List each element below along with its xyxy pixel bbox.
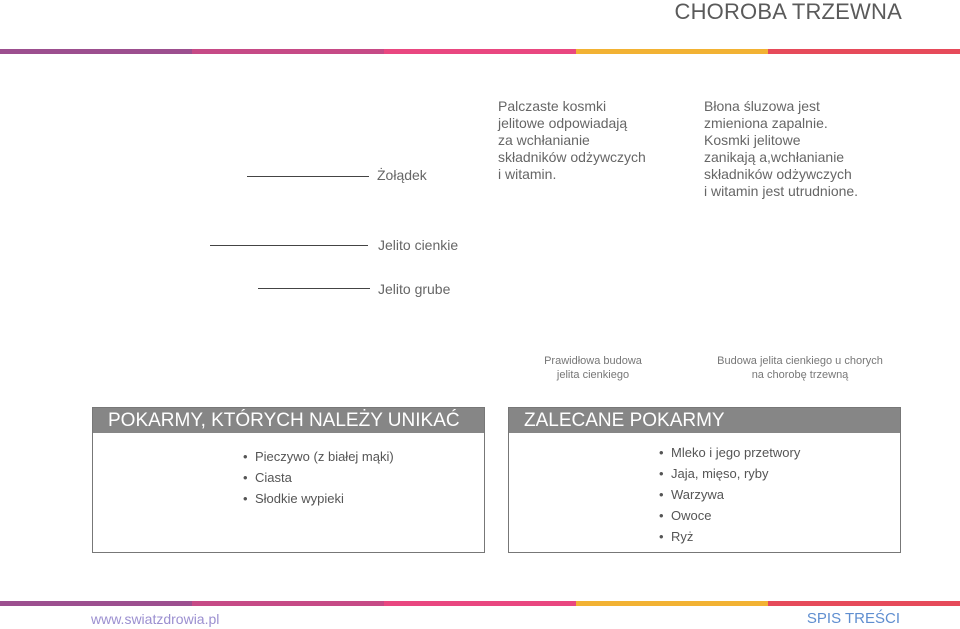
text-line: za wchłanianie bbox=[498, 132, 590, 148]
bullet-icon: • bbox=[659, 529, 664, 544]
list-item-label: Warzywa bbox=[671, 487, 724, 502]
list-item-label: Owoce bbox=[671, 508, 712, 523]
bullet-icon: • bbox=[243, 470, 248, 485]
foods-to-avoid-list bbox=[243, 446, 394, 509]
text-line: i witamin jest utrudnione. bbox=[704, 183, 859, 199]
page-title: CHOROBA TRZEWNA bbox=[674, 0, 902, 24]
stripe-segment bbox=[0, 49, 192, 54]
list-item-label: Pieczywo (z białej mąki) bbox=[255, 449, 394, 464]
text-line: Palczaste kosmki bbox=[498, 98, 607, 114]
stomach-label: Żołądek bbox=[377, 167, 427, 183]
list-item bbox=[243, 488, 394, 509]
stripe-segment bbox=[384, 49, 576, 54]
large-intestine-leader-line bbox=[258, 288, 370, 289]
healthy-structure-caption bbox=[518, 354, 668, 382]
bullet-icon: • bbox=[243, 449, 248, 464]
bullet-icon: • bbox=[659, 508, 664, 523]
stomach-leader-line bbox=[247, 176, 369, 177]
list-item bbox=[659, 526, 800, 547]
list-item bbox=[243, 446, 394, 467]
text-line: zanikają a,wchłanianie bbox=[704, 149, 845, 165]
damaged-mucosa-description bbox=[704, 98, 858, 200]
top-color-stripe bbox=[0, 49, 960, 54]
foods-to-avoid-box bbox=[92, 407, 485, 553]
text-line: jelitowe odpowiadają bbox=[498, 115, 628, 131]
text-line: i witamin. bbox=[498, 166, 557, 182]
list-item bbox=[659, 463, 800, 484]
caption-line: na chorobę trzewną bbox=[751, 369, 849, 381]
stripe-segment bbox=[768, 601, 960, 606]
foods-to-avoid-title: POKARMY, KTÓRYCH NALEŻY UNIKAĆ bbox=[93, 408, 484, 433]
list-item bbox=[659, 484, 800, 505]
caption-line: Prawidłowa budowa bbox=[544, 355, 642, 367]
caption-line: Budowa jelita cienkiego u chorych bbox=[717, 355, 883, 367]
bullet-icon: • bbox=[243, 491, 248, 506]
stripe-segment bbox=[0, 601, 192, 606]
healthy-villi-description bbox=[498, 98, 646, 183]
recommended-foods-list bbox=[659, 442, 800, 547]
list-item-label: Jaja, mięso, ryby bbox=[671, 466, 769, 481]
stripe-segment bbox=[192, 49, 384, 54]
small-intestine-leader-line bbox=[210, 245, 368, 246]
text-line: zmieniona zapalnie. bbox=[704, 115, 828, 131]
recommended-foods-title: ZALECANE POKARMY bbox=[509, 408, 900, 433]
celiac-structure-caption bbox=[700, 354, 900, 382]
list-item bbox=[243, 467, 394, 488]
table-of-contents-link[interactable]: SPIS TREŚCI bbox=[806, 610, 900, 627]
stripe-segment bbox=[192, 601, 384, 606]
bullet-icon: • bbox=[659, 445, 664, 460]
list-item bbox=[659, 505, 800, 526]
large-intestine-label: Jelito grube bbox=[378, 281, 451, 297]
bullet-icon: • bbox=[659, 487, 664, 502]
list-item-label: Mleko i jego przetwory bbox=[671, 445, 801, 460]
stripe-segment bbox=[576, 601, 768, 606]
list-item-label: Ciasta bbox=[255, 470, 292, 485]
caption-line: jelita cienkiego bbox=[556, 369, 630, 381]
text-line: składników odżywczych bbox=[498, 149, 646, 165]
bottom-color-stripe bbox=[0, 601, 960, 606]
text-line: składników odżywczych bbox=[704, 166, 852, 182]
stripe-segment bbox=[576, 49, 768, 54]
text-line: Błona śluzowa jest bbox=[704, 98, 820, 114]
list-item-label: Słodkie wypieki bbox=[255, 491, 344, 506]
list-item bbox=[659, 442, 800, 463]
text-line: Kosmki jelitowe bbox=[704, 132, 801, 148]
stripe-segment bbox=[384, 601, 576, 606]
recommended-foods-box bbox=[508, 407, 901, 553]
list-item-label: Ryż bbox=[671, 529, 694, 544]
stripe-segment bbox=[768, 49, 960, 54]
bullet-icon: • bbox=[659, 466, 664, 481]
website-link[interactable]: www.swiatzdrowia.pl bbox=[91, 611, 220, 627]
small-intestine-label: Jelito cienkie bbox=[378, 237, 459, 253]
